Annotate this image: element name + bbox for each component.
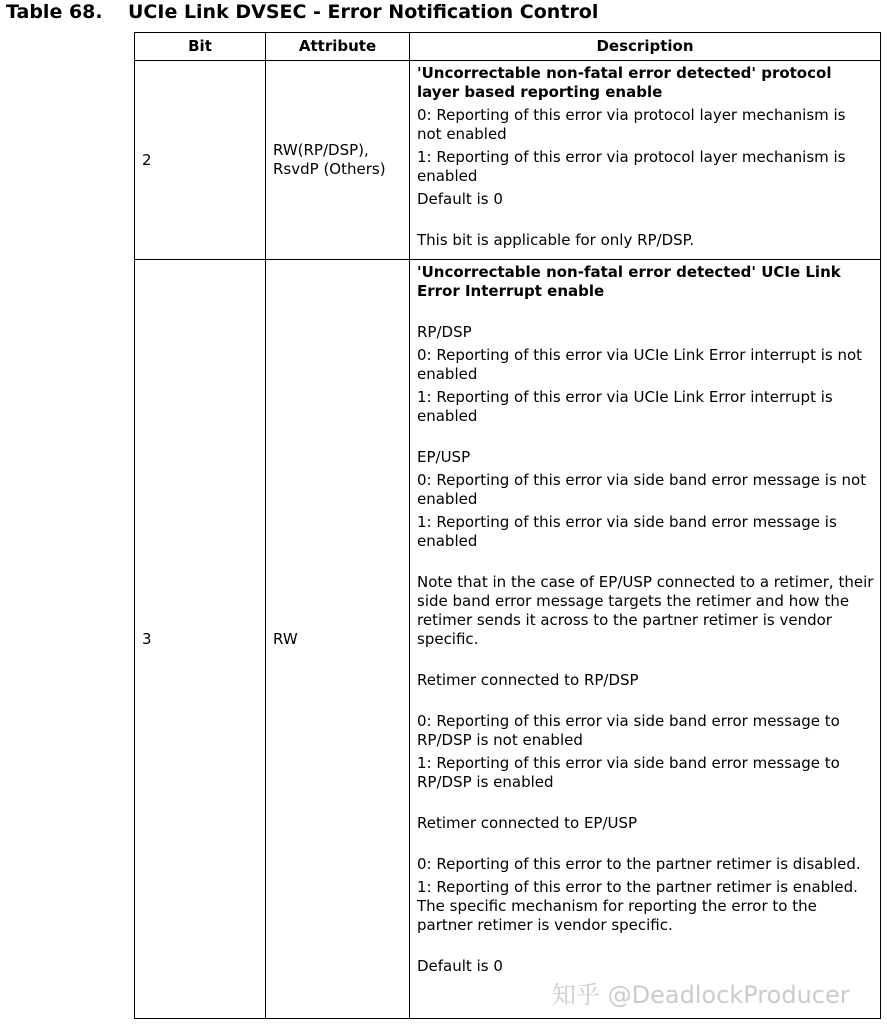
- default-value: Default is 0: [417, 957, 503, 975]
- description-line: 1: Reporting of this error via protocol layer mechanism is enabled: [417, 148, 846, 185]
- header-description: Description: [410, 33, 881, 61]
- description-line: 0: Reporting of this error to the partner retimer is disabled.: [417, 855, 861, 873]
- header-row: [135, 33, 881, 61]
- header-attribute: Attribute: [266, 33, 410, 61]
- note-text: Note that in the case of EP/USP connected to a retimer, their side band error message targets the retimer and how the retimer sends it across to the partner retimer is vendor specific.: [417, 573, 874, 648]
- attribute-cell: RW: [266, 260, 410, 1019]
- field-title: 'Uncorrectable non-fatal error detected' UCIe Link Error Interrupt enable: [417, 263, 841, 300]
- description-line: 1: Reporting of this error to the partner retimer is enabled. The specific mechanism for reporting the error to the partner retimer is vendor specific.: [417, 878, 858, 934]
- section-label: Retimer connected to EP/USP: [417, 814, 638, 832]
- description-line: 1: Reporting of this error via UCIe Link Error interrupt is enabled: [417, 388, 833, 425]
- register-table: [134, 32, 881, 1019]
- table-caption: [6, 1, 598, 23]
- attribute-cell: RW(RP/DSP), RsvdP (Others): [266, 61, 410, 260]
- description-line: 0: Reporting of this error via side band error message is not enabled: [417, 471, 867, 508]
- description-cell: [410, 260, 881, 1019]
- description-line: 0: Reporting of this error via protocol layer mechanism is not enabled: [417, 106, 846, 143]
- bit-cell: 3: [135, 260, 266, 1019]
- section-label: Retimer connected to RP/DSP: [417, 671, 639, 689]
- field-title: 'Uncorrectable non-fatal error detected' protocol layer based reporting enable: [417, 64, 832, 101]
- description-line: 1: Reporting of this error via side band error message to RP/DSP is enabled: [417, 754, 840, 791]
- description-cell: [410, 61, 881, 260]
- description-line: 0: Reporting of this error via UCIe Link Error interrupt is not enabled: [417, 346, 863, 383]
- table-row: [135, 61, 881, 260]
- table-number: Table 68.: [6, 1, 103, 23]
- description-line: 1: Reporting of this error via side band error message is enabled: [417, 513, 837, 550]
- section-label: EP/USP: [417, 448, 471, 466]
- description-line: This bit is applicable for only RP/DSP.: [417, 231, 695, 249]
- table-row: [135, 260, 881, 1019]
- table-title: UCIe Link DVSEC - Error Notification Control: [128, 1, 599, 23]
- description-line: 0: Reporting of this error via side band error message to RP/DSP is not enabled: [417, 712, 840, 749]
- header-bit: Bit: [135, 33, 266, 61]
- section-label: RP/DSP: [417, 323, 472, 341]
- watermark: 知乎 @DeadlockProducer: [552, 981, 850, 1009]
- default-value: Default is 0: [417, 190, 503, 208]
- bit-cell: 2: [135, 61, 266, 260]
